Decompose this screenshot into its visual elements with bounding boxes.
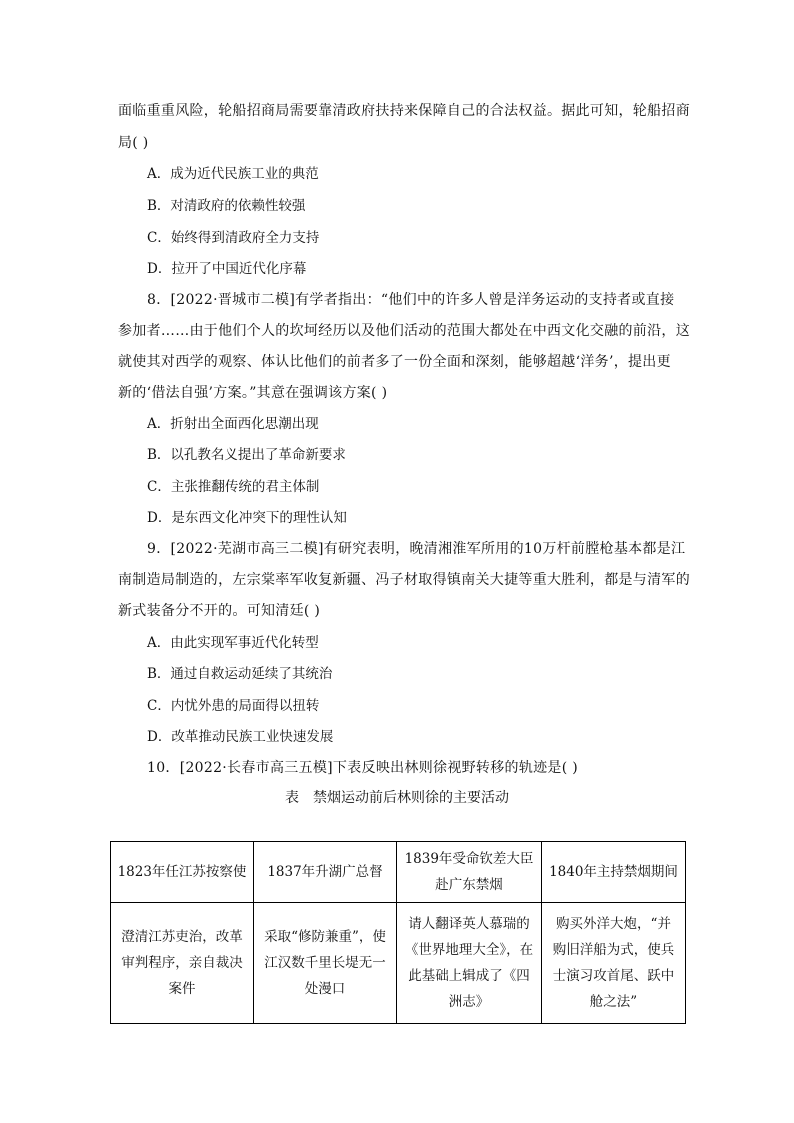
q8-option-c[interactable]: C．主张推翻传统的君主体制 [147, 479, 320, 495]
lin-zexu-activities-table [110, 841, 686, 1024]
table-row [111, 903, 686, 1024]
q8-stem-line-3: 就使其对西学的观察、体认比他们的前者多了一份全面和深刻，能够超越‘洋务’，提出更 [118, 354, 671, 370]
q8-stem-line-1: 8．[2022·晋城市二模]有学者指出：“他们中的许多人曾是洋务运动的支持者或直接 [147, 292, 675, 308]
q10-stem-line-1: 10．[2022·长春市高三五模]下表反映出林则徐视野转移的轨迹是( ) [147, 760, 578, 776]
q8-option-d[interactable]: D．是东西文化冲突下的理性认知 [147, 510, 347, 526]
table-cell-1837 [254, 903, 397, 1024]
q9-stem-line-1: 9．[2022·芜湖市高三二模]有研究表明，晚清湘淮军所用的10万杆前膛枪基本都是江 [147, 541, 686, 557]
table-header-1839 [397, 842, 542, 903]
table-header-1840 [542, 842, 686, 903]
q9-option-b[interactable]: B．通过自救运动延续了其统治 [147, 666, 333, 682]
table-cell-1840-text: 购买外洋大炮，“并 购旧洋船为式，使兵 士演习攻首尾、跃中 舱之法” [552, 916, 675, 1010]
q9-option-c[interactable]: C．内忧外患的局面得以扭转 [147, 698, 320, 714]
table-cell-1823 [111, 903, 254, 1024]
q9-stem-line-3: 新式装备分不开的。可知清廷( ) [118, 603, 321, 619]
table-cell-1823-text: 澄清江苏吏治，改革 审判程序，亲自裁决 案件 [121, 929, 243, 997]
table-header-1837-text: 1837年升湖广总督 [267, 864, 383, 880]
q7-option-a[interactable]: A．成为近代民族工业的典范 [147, 166, 319, 182]
q8-option-b[interactable]: B．以孔教名义提出了革命新要求 [147, 447, 346, 463]
table-cell-1840 [542, 903, 686, 1024]
table-header-1823-text: 1823年任江苏按察使 [117, 864, 247, 880]
table-cell-1837-text: 采取“修防兼重”，使 江汉数千里长堤无一 处漫口 [264, 929, 386, 997]
q8-option-a[interactable]: A．折射出全面西化思潮出现 [147, 416, 319, 432]
table-cell-1839-text: 请人翻译英人慕瑞的 《世界地理大全》，在 此基础上辑成了《四 洲志》 [404, 916, 534, 1010]
q8-stem-line-2: 参加者……由于他们个人的坎坷经历以及他们活动的范围大都处在中西文化交融的前沿，这 [118, 323, 690, 339]
q7-option-c[interactable]: C．始终得到清政府全力支持 [147, 230, 320, 246]
q9-stem-line-2: 南制造局制造的，左宗棠率军收复新疆、冯子材取得镇南关大捷等重大胜利，都是与清军的 [118, 572, 690, 588]
table-header-1837 [254, 842, 397, 903]
q7-stem-line-1: 面临重重风险，轮船招商局需要靠清政府扶持来保障自己的合法权益。据此可知，轮船招商 [118, 103, 690, 119]
table-header-1839-text: 1839年受命钦差大臣 赴广东禁烟 [404, 851, 534, 893]
q9-option-d[interactable]: D．改革推动民族工业快速发展 [147, 729, 334, 745]
table-header-1840-text: 1840年主持禁烟期间 [549, 864, 678, 880]
table-caption: 表 禁烟运动前后林则徐的主要活动 [285, 790, 509, 806]
q9-option-a[interactable]: A．由此实现军事近代化转型 [147, 635, 319, 651]
table-header-row [111, 842, 686, 903]
table-header-1823 [111, 842, 254, 903]
q7-option-b[interactable]: B．对清政府的依赖性较强 [147, 198, 306, 214]
table-cell-1839 [397, 903, 542, 1024]
q7-stem-line-2: 局( ) [118, 135, 149, 151]
q7-option-d[interactable]: D．拉开了中国近代化序幕 [147, 261, 307, 277]
q8-stem-line-4: 新的‘借法自强’方案。”其意在强调该方案( ) [118, 385, 388, 401]
